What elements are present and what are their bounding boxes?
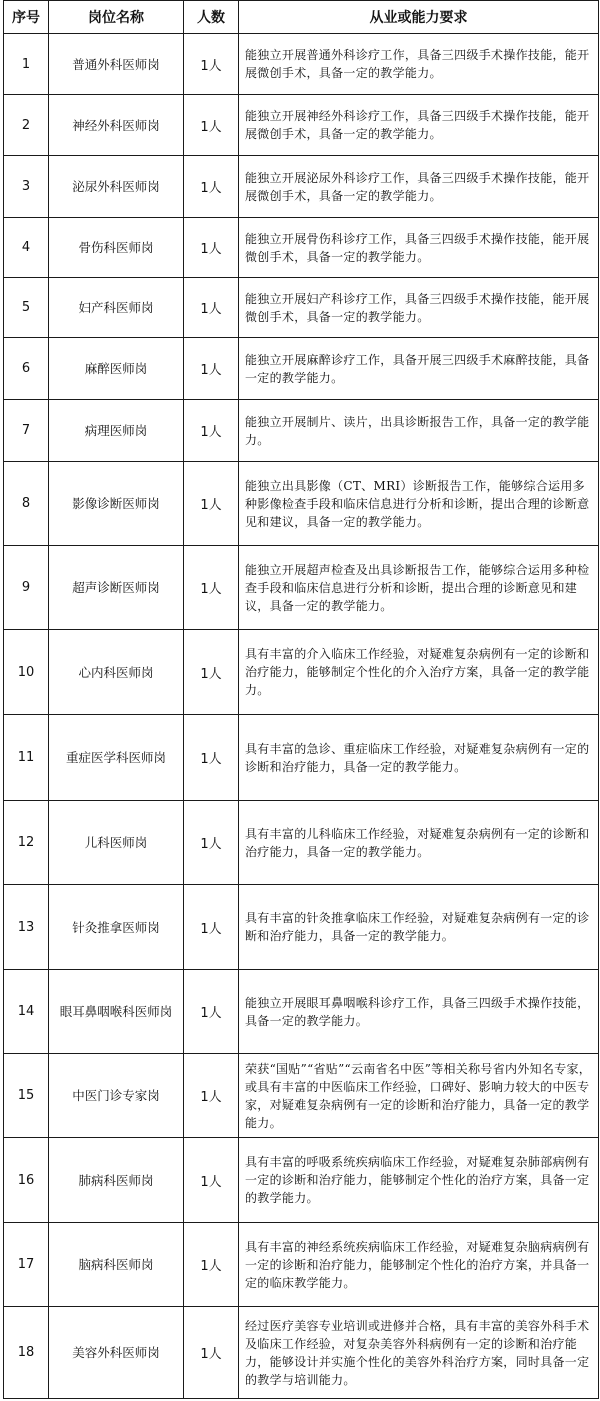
row-count: 1人	[184, 95, 239, 156]
header-count: 人数	[184, 1, 239, 34]
row-no: 13	[4, 885, 49, 970]
row-title: 骨伤科医师岗	[49, 218, 184, 278]
table-row	[4, 1223, 599, 1307]
row-count: 1人	[184, 1138, 239, 1223]
row-count: 1人	[184, 218, 239, 278]
table-row	[4, 970, 599, 1054]
row-count: 1人	[184, 1307, 239, 1399]
row-no: 5	[4, 278, 49, 338]
row-title: 妇产科医师岗	[49, 278, 184, 338]
row-count: 1人	[184, 885, 239, 970]
row-requirement: 能独立开展骨伤科诊疗工作，具备三四级手术操作技能，能开展微创手术，具备一定的教学能力。	[239, 218, 599, 278]
row-title: 美容外科医师岗	[49, 1307, 184, 1399]
row-no: 9	[4, 546, 49, 630]
row-requirement: 能独立出具影像（CT、MRI）诊断报告工作，能够综合运用多种影像检查手段和临床信息进行分析和诊断，提出合理的诊断意见和建议，具备一定的教学能力。	[239, 462, 599, 546]
table-row	[4, 218, 599, 278]
table-row	[4, 95, 599, 156]
row-count: 1人	[184, 34, 239, 95]
table-row	[4, 801, 599, 885]
table-row	[4, 34, 599, 95]
row-title: 中医门诊专家岗	[49, 1054, 184, 1138]
table-row	[4, 278, 599, 338]
row-no: 4	[4, 218, 49, 278]
row-title: 重症医学科医师岗	[49, 715, 184, 801]
row-no: 6	[4, 338, 49, 400]
row-requirement: 能独立开展神经外科诊疗工作，具备三四级手术操作技能，能开展微创手术，具备一定的教学能力。	[239, 95, 599, 156]
table-row	[4, 1138, 599, 1223]
row-no: 14	[4, 970, 49, 1054]
row-no: 10	[4, 630, 49, 715]
row-no: 16	[4, 1138, 49, 1223]
row-requirement: 具有丰富的急诊、重症临床工作经验，对疑难复杂病例有一定的诊断和治疗能力，具备一定的教学能力。	[239, 715, 599, 801]
row-requirement: 具有丰富的针灸推拿临床工作经验，对疑难复杂病例有一定的诊断和治疗能力，具备一定的教学能力。	[239, 885, 599, 970]
table-row	[4, 400, 599, 462]
row-requirement: 具有丰富的神经系统疾病临床工作经验，对疑难复杂脑病病例有一定的诊断和治疗能力，能够制定个性化的治疗方案，并具备一定的临床教学能力。	[239, 1223, 599, 1307]
row-count: 1人	[184, 715, 239, 801]
row-title: 泌尿外科医师岗	[49, 156, 184, 218]
table-row	[4, 156, 599, 218]
row-no: 18	[4, 1307, 49, 1399]
row-count: 1人	[184, 546, 239, 630]
table-row	[4, 715, 599, 801]
header-no: 序号	[4, 1, 49, 34]
row-requirement: 能独立开展制片、读片，出具诊断报告工作，具备一定的教学能力。	[239, 400, 599, 462]
row-no: 8	[4, 462, 49, 546]
table-row	[4, 1054, 599, 1138]
table-row	[4, 338, 599, 400]
table-row	[4, 885, 599, 970]
row-count: 1人	[184, 400, 239, 462]
row-title: 针灸推拿医师岗	[49, 885, 184, 970]
row-title: 影像诊断医师岗	[49, 462, 184, 546]
row-title: 超声诊断医师岗	[49, 546, 184, 630]
row-requirement: 能独立开展麻醉诊疗工作，具备开展三四级手术麻醉技能，具备一定的教学能力。	[239, 338, 599, 400]
row-title: 普通外科医师岗	[49, 34, 184, 95]
row-count: 1人	[184, 462, 239, 546]
table-row	[4, 546, 599, 630]
row-no: 7	[4, 400, 49, 462]
row-title: 眼耳鼻咽喉科医师岗	[49, 970, 184, 1054]
row-requirement: 能独立开展眼耳鼻咽喉科诊疗工作，具备三四级手术操作技能，具备一定的教学能力。	[239, 970, 599, 1054]
table-row	[4, 630, 599, 715]
row-count: 1人	[184, 630, 239, 715]
row-requirement: 能独立开展泌尿外科诊疗工作，具备三四级手术操作技能，能开展微创手术，具备一定的教学能力。	[239, 156, 599, 218]
row-title: 脑病科医师岗	[49, 1223, 184, 1307]
row-requirement: 具有丰富的介入临床工作经验，对疑难复杂病例有一定的诊断和治疗能力，能够制定个性化的介入治疗方案，具备一定的教学能力。	[239, 630, 599, 715]
row-count: 1人	[184, 801, 239, 885]
row-count: 1人	[184, 1054, 239, 1138]
row-no: 1	[4, 34, 49, 95]
row-no: 2	[4, 95, 49, 156]
row-no: 15	[4, 1054, 49, 1138]
row-title: 神经外科医师岗	[49, 95, 184, 156]
row-requirement: 能独立开展普通外科诊疗工作，具备三四级手术操作技能，能开展微创手术，具备一定的教学能力。	[239, 34, 599, 95]
row-requirement: 经过医疗美容专业培训或进修并合格，具有丰富的美容外科手术及临床工作经验，对复杂美容外科病例有一定的诊断和治疗能力，能够设计并实施个性化的美容外科治疗方案，同时具备一定的教学与培训能力。	[239, 1307, 599, 1399]
row-count: 1人	[184, 278, 239, 338]
row-title: 麻醉医师岗	[49, 338, 184, 400]
row-title: 儿科医师岗	[49, 801, 184, 885]
table-row	[4, 1307, 599, 1399]
row-no: 12	[4, 801, 49, 885]
row-count: 1人	[184, 156, 239, 218]
row-no: 17	[4, 1223, 49, 1307]
row-count: 1人	[184, 1223, 239, 1307]
header-title: 岗位名称	[49, 1, 184, 34]
row-requirement: 荣获“国贴”“省贴”“云南省名中医”等相关称号省内外知名专家，或具有丰富的中医临床工作经验，口碑好、影响力较大的中医专家，对疑难复杂病例有一定的诊断和治疗能力，具备一定的教学能力。	[239, 1054, 599, 1138]
row-title: 肺病科医师岗	[49, 1138, 184, 1223]
row-requirement: 能独立开展超声检查及出具诊断报告工作，能够综合运用多种检查手段和临床信息进行分析和诊断，提出合理的诊断意见和建议，具备一定的教学能力。	[239, 546, 599, 630]
positions-table	[3, 0, 599, 1399]
header-requirement: 从业或能力要求	[239, 1, 599, 34]
row-no: 3	[4, 156, 49, 218]
row-title: 心内科医师岗	[49, 630, 184, 715]
row-requirement: 具有丰富的呼吸系统疾病临床工作经验，对疑难复杂肺部病例有一定的诊断和治疗能力，能够制定个性化的治疗方案，具备一定的教学能力。	[239, 1138, 599, 1223]
table-row	[4, 462, 599, 546]
row-count: 1人	[184, 970, 239, 1054]
row-count: 1人	[184, 338, 239, 400]
row-title: 病理医师岗	[49, 400, 184, 462]
row-requirement: 具有丰富的儿科临床工作经验，对疑难复杂病例有一定的诊断和治疗能力，具备一定的教学能力。	[239, 801, 599, 885]
header-row	[4, 1, 599, 34]
row-no: 11	[4, 715, 49, 801]
row-requirement: 能独立开展妇产科诊疗工作，具备三四级手术操作技能，能开展微创手术，具备一定的教学能力。	[239, 278, 599, 338]
